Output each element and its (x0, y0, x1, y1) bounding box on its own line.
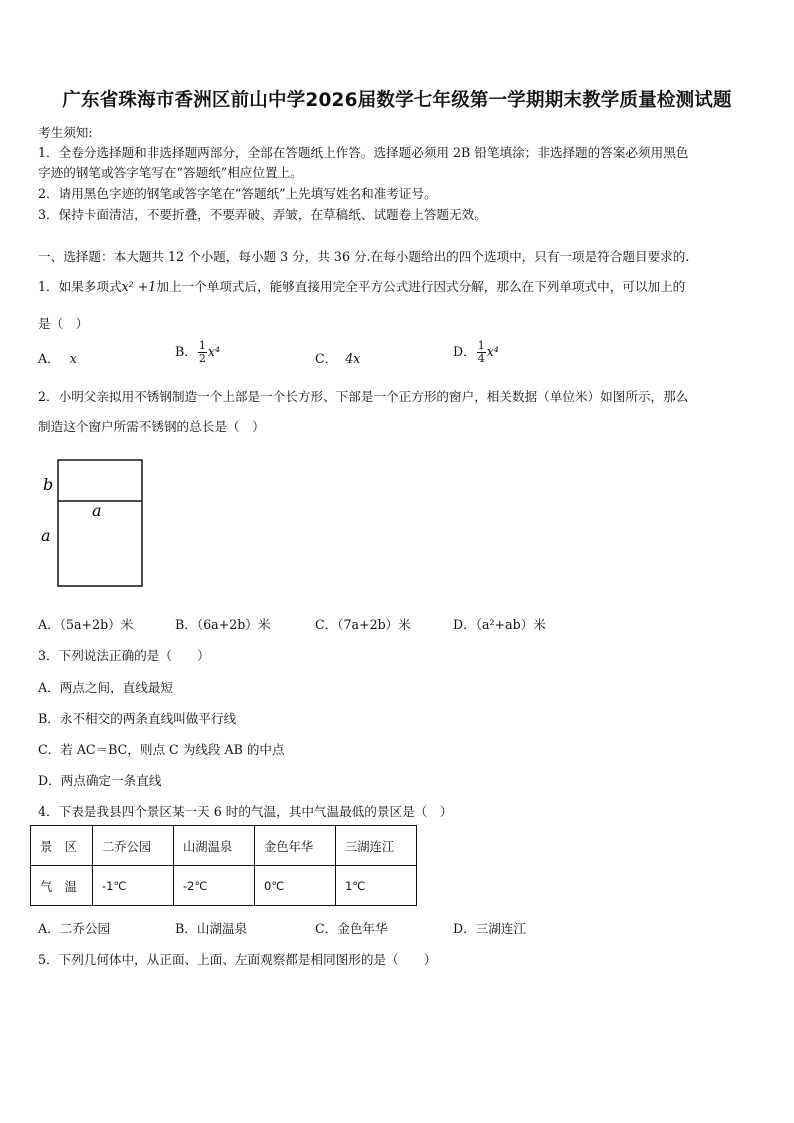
q1-option-b-term: x⁴ (207, 344, 221, 359)
q2-option-c: C．（7a+2b）米 (315, 617, 411, 632)
question-2-stem-line-2: 制造这个窗户所需不锈钢的总长是（ ） (38, 419, 265, 434)
notice-item-1-line-2: 字迹的钢笔或答字笔写在“答题纸”相应位置上。 (38, 165, 303, 180)
section-1-heading: 一、选择题：本大题共 12 个小题，每小题 3 分，共 36 分.在每小题给出的四个选项中，只有一项是符合题目要求的. (38, 249, 690, 264)
q1-option-b-numerator: 1 (198, 339, 206, 352)
table-header-cell: 景 区 (31, 826, 93, 866)
q1-option-c-expr: 4x (345, 351, 361, 366)
question-5-stem: 5．下列几何体中，从正面、上面、左面观察都是相同图形的是（ ） (38, 952, 437, 967)
figure-label-a-side: a (41, 526, 51, 545)
question-4-stem: 4．下表是我县四个景区某一天 6 时的气温，其中气温最低的景区是（ ） (38, 804, 453, 819)
q1-option-b (175, 340, 220, 365)
q1-option-b-denominator: 2 (198, 352, 206, 365)
table-cell: 0℃ (255, 866, 336, 906)
q1-option-c (315, 348, 360, 367)
window-outline (58, 460, 142, 586)
table-header-cell: 金色年华 (255, 826, 336, 866)
q1-option-d-label: D． (453, 344, 476, 359)
q1-prefix: 1．如果多项式 (38, 279, 122, 294)
q1-option-d-fraction (477, 340, 486, 365)
q2-option-d: D．（a²+ab）米 (453, 617, 546, 632)
q1-option-a (38, 348, 77, 367)
q2-option-a: A．（5a+2b）米 (38, 617, 134, 632)
q3-option-d: D．两点确定一条直线 (38, 773, 162, 788)
figure-label-b: b (43, 475, 54, 494)
q1-option-a-expr: x (69, 351, 77, 366)
q4-option-d: D．三湖连江 (453, 921, 527, 936)
q1-option-d-numerator: 1 (477, 339, 485, 352)
q1-option-d-term: x⁴ (486, 344, 499, 359)
table-cell: -1℃ (93, 866, 174, 906)
table-cell: 气 温 (31, 866, 93, 906)
notice-item-2: 2．请用黑色字迹的钢笔或答字笔在“答题纸”上先填写姓名和准考证号。 (38, 186, 437, 201)
table-row-temperature (31, 866, 417, 906)
table-cell: -2℃ (174, 866, 255, 906)
q1-option-b-label: B． (175, 344, 197, 359)
notice-item-1-line-1: 1．全卷分选择题和非选择题两部分，全部在答题纸上作答。选择题必须用 2B 铅笔填涂；非选择题的答案必须用黑色 (38, 145, 689, 160)
q4-option-b: B．山湖温泉 (175, 921, 248, 936)
temperature-table (30, 825, 417, 906)
window-figure (36, 455, 148, 591)
q3-option-a: A．两点之间，直线最短 (38, 680, 174, 695)
table-header-cell: 二乔公园 (93, 826, 174, 866)
q4-option-a: A．二乔公园 (38, 921, 111, 936)
q1-suffix: 加上一个单项式后，能够直接用完全平方公式进行因式分解，那么在下列单项式中，可以加上的 (156, 279, 686, 294)
question-2-stem-line-1: 2．小明父亲拟用不锈钢制造一个上部是一个长方形、下部是一个正方形的窗户，相关数据（单位米）如图所示，那么 (38, 389, 689, 404)
q1-option-a-label: A． (38, 351, 60, 366)
q1-option-d (453, 340, 499, 365)
q1-option-d-denominator: 4 (477, 352, 485, 365)
question-3-stem: 3．下列说法正确的是（ ） (38, 648, 210, 663)
q1-option-c-label: C． (315, 351, 338, 366)
table-row-header (31, 826, 417, 866)
table-cell: 1℃ (336, 866, 417, 906)
notice-item-3: 3．保持卡面清洁，不要折叠，不要弄破、弄皱，在草稿纸、试题卷上答题无效。 (38, 207, 487, 222)
q4-option-c: C．金色年华 (315, 921, 388, 936)
q1-expression: x² +1 (121, 279, 157, 294)
notice-heading: 考生须知: (38, 125, 93, 140)
figure-label-a-top: a (92, 501, 102, 520)
q3-option-b: B．永不相交的两条直线叫做平行线 (38, 711, 237, 726)
q3-option-c: C．若 AC＝BC，则点 C 为线段 AB 的中点 (38, 742, 285, 757)
table-header-cell: 三湖连江 (336, 826, 417, 866)
page-title: 广东省珠海市香洲区前山中学2026届数学七年级第一学期期末教学质量检测试题 (62, 90, 732, 111)
question-1-stem-line-2: 是（ ） (38, 316, 89, 331)
q2-option-b: B．（6a+2b）米 (175, 617, 271, 632)
q1-option-b-fraction (198, 340, 207, 365)
question-1-stem (38, 276, 685, 295)
table-header-cell: 山湖温泉 (174, 826, 255, 866)
